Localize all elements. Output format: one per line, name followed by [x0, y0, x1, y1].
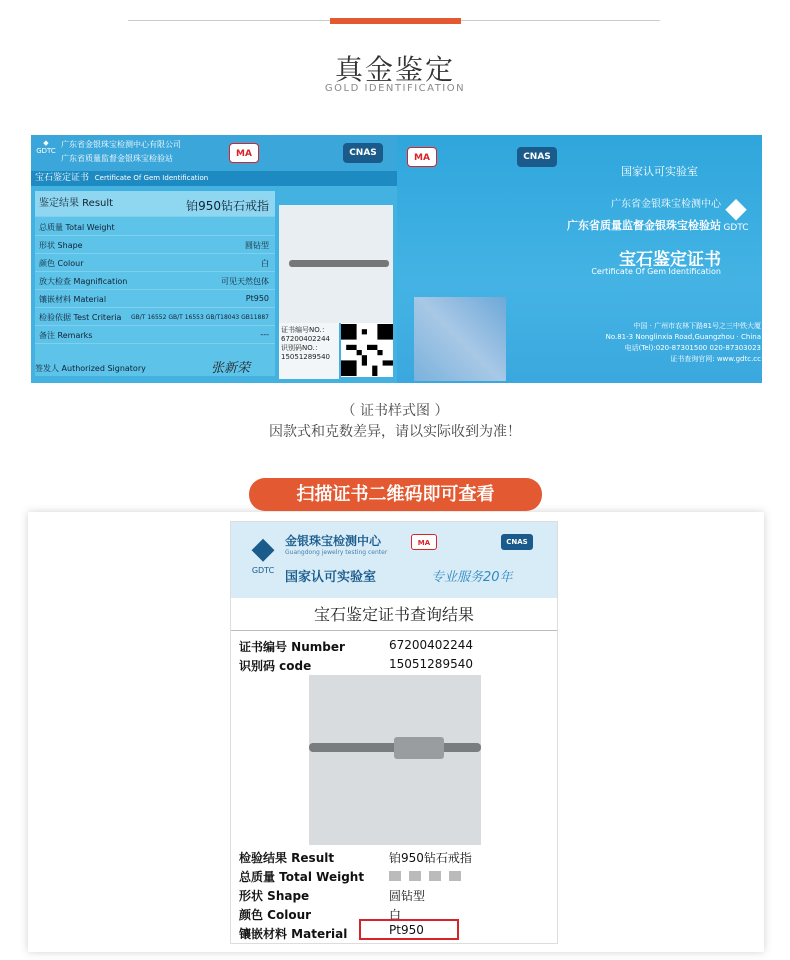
shape-value: 圆钻型	[389, 889, 426, 903]
header-rule-accent	[330, 18, 461, 24]
ring-photo	[309, 675, 481, 845]
query-lab-label: 国家认可实验室	[285, 570, 377, 585]
result-label: 检验结果 Result	[239, 851, 335, 865]
section-subtitle: GOLD IDENTIFICATION	[324, 83, 466, 94]
result-value: 铂950钻石戒指	[389, 851, 472, 865]
query-org-name: 金银珠宝检测中心	[285, 534, 382, 548]
caption-line-2: 因款式和克数差异，请以实际收到为准！	[269, 424, 521, 440]
cert-row: 鉴定结果 Result 铂950钻石戒指	[35, 191, 275, 217]
ring-image	[289, 260, 389, 267]
query-title: 宝石鉴定证书查询结果	[313, 605, 474, 624]
gdtc-logo-right-icon: ◆ GDTC	[723, 191, 749, 233]
qr-code-icon	[341, 323, 393, 377]
query-header	[231, 522, 557, 598]
cert-right-org-1: 广东省金银珠宝检测中心	[611, 199, 721, 210]
field-value-code: 15051289540	[389, 657, 473, 671]
cert-right-org-2: 广东省质量监督金银珠宝检验站	[567, 219, 721, 232]
cert-title-bar: 宝石鉴定证书 Certificate Of Gem Identification	[31, 171, 397, 186]
cert-result-table	[35, 191, 275, 376]
signer-label: 签发人 Authorized Signatory	[35, 364, 146, 373]
caption-line-1: （ 证书样式图 ）	[341, 403, 449, 419]
ma-badge-icon: MA	[411, 534, 437, 550]
cert-ma-badge-right-icon: MA	[407, 147, 437, 167]
cert-row: 颜色 Colour 白	[35, 254, 275, 272]
cert-row: 形状 Shape 圆钻型	[35, 236, 275, 254]
weight-label: 总质量 Total Weight	[239, 870, 365, 884]
cnas-badge-icon: CNAS	[343, 143, 383, 163]
cert-right-title: 宝石鉴定证书	[619, 250, 721, 270]
cert-org-name-2: 广东省质量监督金银珠宝检验站	[61, 154, 173, 163]
gdtc-logo-icon: ◆ GDTC	[251, 531, 275, 575]
field-label-number: 证书编号 Number	[239, 640, 345, 654]
cert-cnas-badge-right-icon: CNAS	[517, 147, 557, 167]
cert-row: 放大检查 Magnification 可见天然包体	[35, 272, 275, 290]
shape-label: 形状 Shape	[239, 889, 310, 903]
cert-no-value: 67200402244	[281, 335, 330, 343]
cert-org-name-1: 广东省金银珠宝检测中心有限公司	[61, 140, 181, 149]
id-code-label: 识别码NO.：	[281, 344, 322, 352]
ma-badge-icon: MA	[229, 143, 259, 163]
certificate-left-header	[31, 135, 397, 171]
pixelated-qr-mosaic	[414, 297, 506, 381]
field-value-number: 67200402244	[389, 638, 473, 652]
certificate-left-panel	[31, 135, 397, 383]
cert-row: 总质量 Total Weight	[35, 218, 275, 236]
cnas-badge-icon: CNAS	[501, 534, 533, 550]
scan-qr-pill: 扫描证书二维码即可查看	[249, 478, 542, 511]
cert-id-box	[279, 323, 339, 379]
cert-right-address: 中国 · 广州市农林下路81号之三中铁大厦 No.81-3 Nonglinxia Road,Guangzhou · China 电话(Tel):020-87301500 020-87303023 证书查询官网: www.gdtc.cc	[605, 322, 761, 363]
cert-no-label: 证书编号NO.：	[281, 326, 329, 334]
gdtc-logo-icon: ◆ GDTC	[36, 139, 56, 155]
signer-signature: 张新荣	[211, 361, 251, 376]
query-result-screenshot	[230, 521, 558, 944]
query-divider	[231, 630, 557, 631]
cert-right-title-en: Certificate Of Gem Identification	[591, 267, 721, 276]
material-highlight-box	[359, 919, 459, 940]
national-lab-label: 国家认可实验室	[621, 165, 698, 178]
query-org-name-en: Guangdong jewelry testing center	[285, 549, 388, 556]
material-label: 镶嵌材料 Material	[239, 927, 348, 941]
material-value: Pt950	[389, 923, 424, 937]
colour-value: 白	[389, 908, 402, 922]
cert-row: 检验依据 Test Criteria GB/T 16552 GB/T 16553 GB/T18043 GB11887	[35, 308, 275, 326]
ring-setting	[394, 737, 444, 759]
query-slogan: 专业服务20年	[431, 570, 513, 585]
cert-ring-photo	[279, 205, 393, 323]
cert-row: 备注 Remarks ---	[35, 326, 275, 344]
certificate-image	[31, 135, 762, 383]
cert-row: 镶嵌材料 Material Pt950	[35, 290, 275, 308]
field-label-code: 识别码 code	[239, 659, 312, 673]
weight-value-blurred	[389, 868, 469, 882]
id-code-value: 15051289540	[281, 353, 330, 361]
section-title: 真金鉴定	[334, 53, 455, 86]
colour-label: 颜色 Colour	[239, 908, 312, 922]
